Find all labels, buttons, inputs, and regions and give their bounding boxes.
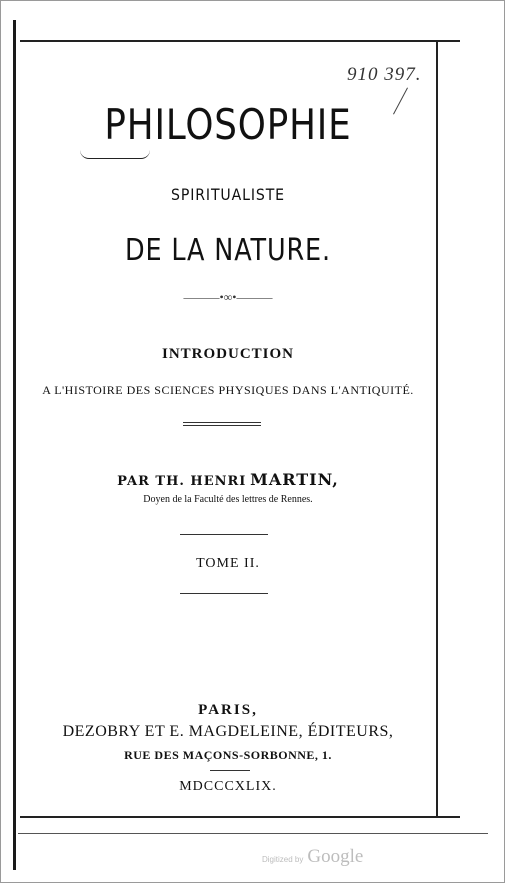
divider bbox=[183, 425, 261, 426]
digitized-watermark bbox=[262, 846, 363, 868]
ornament-flourish: ———•∞•——— bbox=[183, 290, 273, 304]
author-prefix: PAR TH. HENRI bbox=[117, 474, 247, 489]
footer-line bbox=[18, 833, 488, 834]
city: PARIS, bbox=[198, 702, 258, 718]
divider bbox=[180, 593, 268, 594]
intro-text: A L'HISTOIRE DES SCIENCES PHYSIQUES DANS L'ANTIQUITÉ. bbox=[42, 383, 414, 397]
author-name: MARTIN, bbox=[250, 470, 339, 489]
divider bbox=[210, 770, 250, 771]
title: PHILOSOPHIE bbox=[104, 100, 352, 149]
subtitle: SPIRITUALISTE bbox=[171, 185, 285, 204]
bottom-border-rule bbox=[20, 816, 460, 818]
top-border-rule bbox=[20, 40, 460, 42]
publication-date: MDCCCXLIX. bbox=[179, 779, 277, 794]
title-line-2: DE LA NATURE. bbox=[125, 233, 331, 268]
title-swash bbox=[80, 150, 150, 159]
watermark-logo: Google bbox=[307, 846, 364, 867]
watermark-small: Digitized by bbox=[262, 855, 304, 864]
volume-label: TOME II. bbox=[196, 556, 260, 571]
author-role: Doyen de la Faculté des lettres de Rennes. bbox=[143, 494, 313, 505]
right-border-rule bbox=[436, 40, 438, 818]
divider bbox=[183, 422, 261, 423]
author-line bbox=[20, 470, 436, 490]
publisher-address: RUE DES MAÇONS-SORBONNE, 1. bbox=[124, 748, 332, 762]
divider bbox=[180, 534, 268, 535]
binding-edge bbox=[13, 20, 16, 870]
intro-heading: INTRODUCTION bbox=[161, 346, 294, 362]
handwritten-shelfmark: 910 397. bbox=[347, 64, 422, 85]
publisher: DEZOBRY ET E. MAGDELEINE, ÉDITEURS, bbox=[62, 723, 394, 740]
